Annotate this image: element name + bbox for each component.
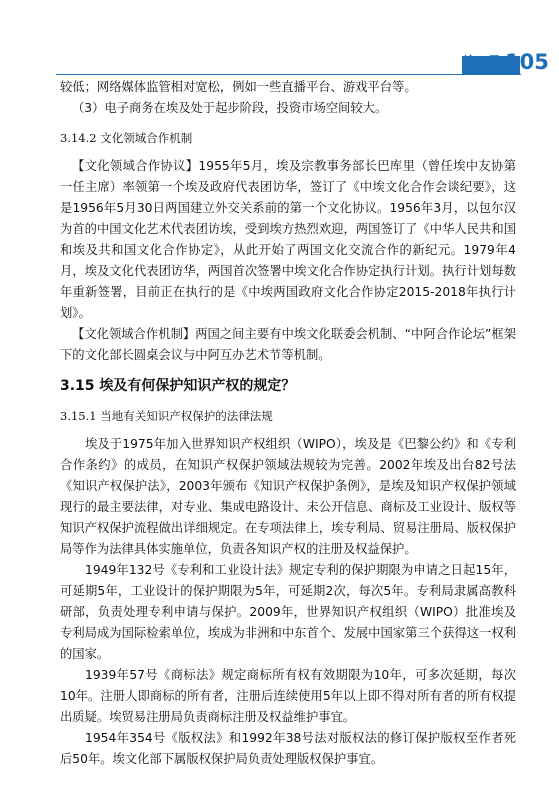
culture-agreement-paragraph: 【文化领域合作协议】1955年5月，埃及宗教事务部长巴库里（曾任埃中友协第一任主席）率领第一个埃及政府代表团访华，签订了《中埃文化合作会谈纪要》，这是1956年5月30日两国建立外交关系前的第一个文化协议。1956年3月，以包尔汉为首的中国文化艺术代表团访埃，受到埃方热烈欢迎，两国签订了《中华人民共和国和埃及共和国文化合作协定》，从此开始了两国文化交流合作的新纪元。1979年4月，埃及文化代表团访华，两国首次签署中埃文化合作协定执行计划。执行计划每数年重新签署，目前正在执行的是《中埃两国政府文化合作协定2015-2018年执行计划》。 — [60, 159, 516, 320]
ip-law-paragraph-4: 1954年354号《版权法》和1992年38号法对版权法的修订保护版权至作者死后50年。埃文化部下属版权保护局负责处理版权保护事宜。 — [60, 731, 516, 766]
section-heading-3-15: 3.15 埃及有何保护知识产权的规定？ — [60, 378, 296, 394]
ip-law-paragraph-2: 1949年132号《专利和工业设计法》规定专利的保护期限为申请之日起15年，可延期5年，工业设计的保护期限为5年，可延期2次，每次5年。专利局隶属高教科研部，负责处理专利申请与保护。2009年，世界知识产权组织（WIPO）批准埃及专利局成为国际检索单位，埃成为非洲和中东首个、发展中国家第三个获得这一权利的国家。 — [60, 563, 516, 661]
page-body — [60, 77, 516, 770]
header-rule — [56, 74, 521, 75]
subsection-heading-3-15-1: 3.15.1 当地有关知识产权保护的法律法规 — [60, 409, 273, 423]
intro-paragraph-2: （3）电子商务在埃及处于起步阶段，投资市场空间较大。 — [72, 101, 388, 115]
intro-paragraph-1: 较低；网络媒体监管相对宽松，例如一些直播平台、游戏平台等。 — [60, 80, 417, 94]
running-header-label: 埃 及 — [463, 54, 507, 68]
culture-mechanism-paragraph: 【文化领域合作机制】两国之间主要有中埃文化联委会机制、“中阿合作论坛”框架下的文化部长圆桌会议与中阿互办艺术节等机制。 — [60, 327, 516, 362]
ip-law-paragraph-3: 1939年57号《商标法》规定商标所有权有效期限为10年，可多次延期，每次10年。注册人即商标的所有者，注册后连续使用5年以上即不得对所有者的所有权提出质疑。埃贸易注册局负责商标注册及权益维护事宜。 — [60, 668, 516, 724]
ip-law-paragraph-1: 埃及于1975年加入世界知识产权组织（WIPO），埃及是《巴黎公约》和《专利合作条约》的成员，在知识产权保护领域法规较为完善。2002年埃及出台82号法《知识产权保护法》，2003年颁布《知识产权保护条例》，是埃及知识产权保护领域现行的最主要法律，对专业、集成电路设计、未公开信息、商标及工业设计、版权等知识产权保护流程做出详细规定。在专项法律上，埃专利局、贸易注册局、版权保护局等作为法律具体实施单位，负责各知识产权的注册及权益保护。 — [60, 437, 516, 556]
page-number: 105 — [505, 50, 549, 74]
subsection-heading-3-14-2: 3.14.2 文化领域合作机制 — [60, 131, 193, 145]
